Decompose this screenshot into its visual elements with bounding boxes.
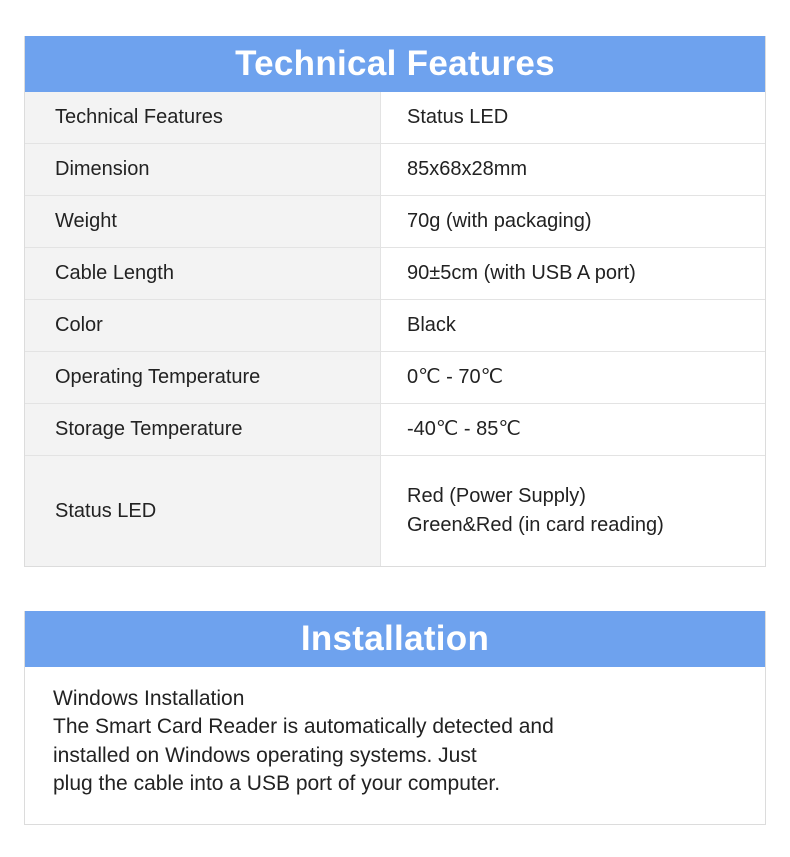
spec-key: Dimension (25, 144, 381, 196)
spec-value: 85x68x28mm (381, 144, 766, 196)
spec-value: 0℃ - 70℃ (381, 352, 766, 404)
table-row (25, 196, 765, 248)
spec-value: 90±5cm (with USB A port) (381, 248, 766, 300)
status-led-line-2: Green&Red (in card reading) (407, 514, 664, 536)
section-spacer (24, 567, 766, 611)
table-row (25, 92, 765, 144)
table-row (25, 144, 765, 196)
installation-line-2: The Smart Card Reader is automatically detected and (53, 715, 554, 739)
installation-panel (24, 611, 766, 825)
spec-key: Color (25, 300, 381, 352)
installation-line-4: plug the cable into a USB port of your computer. (53, 772, 501, 796)
table-row (25, 248, 765, 300)
table-row (25, 456, 765, 567)
table-row (25, 352, 765, 404)
spec-value: 70g (with packaging) (381, 196, 766, 248)
status-led-line-1: Red (Power Supply) (407, 485, 586, 507)
spec-value (381, 456, 766, 567)
spec-key: Weight (25, 196, 381, 248)
installation-title: Installation (25, 611, 765, 667)
installation-line-3: installed on Windows operating systems. Just (53, 743, 477, 767)
table-row (25, 404, 765, 456)
spec-key: Storage Temperature (25, 404, 381, 456)
spec-value: Status LED (381, 92, 766, 144)
spec-key: Technical Features (25, 92, 381, 144)
technical-features-table (25, 92, 765, 566)
technical-features-panel (24, 36, 766, 567)
installation-line-1: Windows Installation (53, 687, 245, 710)
spec-key: Status LED (25, 456, 381, 567)
table-row (25, 300, 765, 352)
spec-key: Operating Temperature (25, 352, 381, 404)
spec-value: Black (381, 300, 766, 352)
spec-value: -40℃ - 85℃ (381, 404, 766, 456)
spec-key: Cable Length (25, 248, 381, 300)
installation-text (25, 667, 765, 824)
technical-features-title: Technical Features (25, 36, 765, 92)
